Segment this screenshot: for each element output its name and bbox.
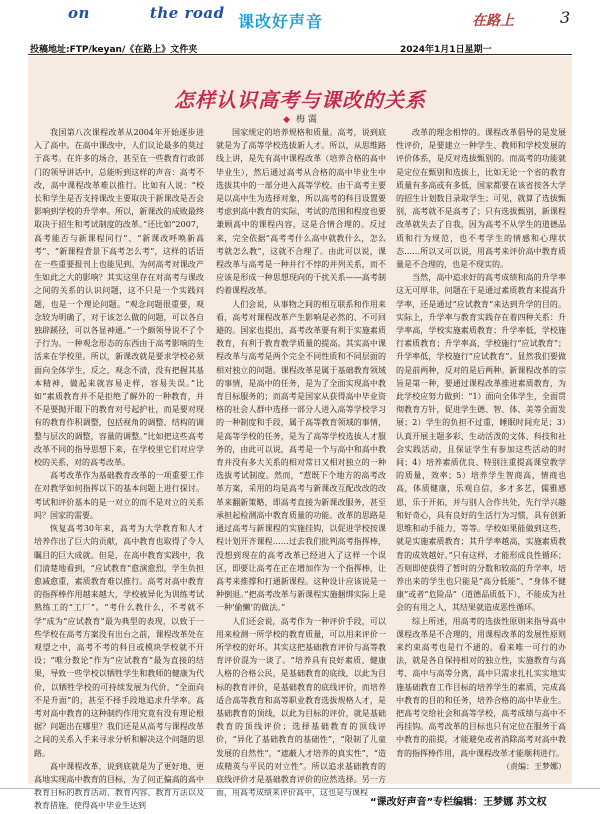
paper-title: 在路上 xyxy=(472,13,514,29)
header-rule xyxy=(28,54,572,55)
issue-date: 2024年1月1日星期一 xyxy=(400,45,492,55)
author: 梅 霭 xyxy=(296,115,317,125)
section-title: 课改好声音 xyxy=(238,12,324,31)
column-2 xyxy=(216,126,386,798)
column-editors: “课改好声音”专栏编辑：王梦娜 苏文权 xyxy=(370,797,547,808)
paragraph: 国家规定的培养规格和质量。高考，说到底就是为了高等学校选拔新人才。所以，从思维路线上讲，是先有高中课程改革（培养合格的高中毕业生），然后通过高考从合格的高中毕业生中选拔其中的一部分进入高等学校。由于高考主要是以高中生为选择对象，所以高考的科目设置要考虑到高中教育的实际，考试的范围和程度也要兼顾高中的课程内容，这是合情合理的。反过来，完全依据“高考考什么高中就教什么，怎么考就怎么教”，这就不合理了。由此可以说，课程改革与高考是一种并行不悖的并列关系，而不应该是形成一种思想现向的干扰关系——高考制约着课程改革。 xyxy=(216,128,386,296)
bullet-icon: ◆ xyxy=(283,115,291,125)
article-title: 怎样认识高考与课改的关系 xyxy=(174,88,426,112)
paragraph: 改革的理念相悖的。课程改革倡导的是发展性评价，是要建立一种学生、教师和学校发展的评价体系，是反对选拔甄别的。而高考的功能就是定位在甄别和选拔上，比如无论一个省的教育质量有多高或有多低，国家都要在该省按各大学的招生计划数目录取学生；可见，就算了选拔甄别，高考就不是高考了；只有选拔甄别，新课程改革就失去了自我，因为高考不从学生的道德品质和行为规范，也不考学生的情感和心理状态……所以又可以说，用高考来评价高中教育质量是不合理的，也是不现实的。 xyxy=(396,128,566,270)
masthead xyxy=(0,0,600,40)
paragraph: 恢复高考30年来，高考为大学教育和人才培养作出了巨大的贡献，高中教育也取得了令人瞩目的巨大成就。但是，在高中教育实践中，我们清楚地看到，“应试教育”愈演愈烈，学生负担愈减愈重，素质教育难以推行。高考对高中教育的指挥棒作用越来越大，学校被异化为训练考试熟练工的“工厂”。“考什么教什么，不考就不学”成为“应试教育”最为典型的表现，以致于一些学校在高考方案没有出台之前，课程改革处在观望之中，高考不考的科目或模块学校就不开设；“唯分数论”作为“应试教育”最为直接的结果，导致一些学校以牺牲学生和教师的健康为代价，以牺牲学校的可持续发展为代价，“全面向不是升面”的，甚至不择手段地追求升学率。高考对高中教育的这种制约作用究竟有没有理论根据？问题出在哪里？我们还是从高考与课程改革之间的关系入手来寻求分析和解决这个问题的思路。 xyxy=(34,524,204,758)
editor-note: （责编：王梦娜） xyxy=(502,761,566,771)
page-number: 3 xyxy=(560,8,571,27)
brand-on: on xyxy=(68,4,90,22)
column-3 xyxy=(396,126,566,771)
paragraph: 综上所述，用高考的选拔性原则来指导高中课程改革是不合理的，用课程改革的发展性原则来约束高考也是行不通的。看来唯一可行的办法，就是各自保持相对的独立性，实施教育与高考、高中与高等分离，高中只需求扎扎实实地实施基础教育工作目标的培养学生的素质，完成高中教育的目的和任务，培养合格的高中毕业生。把高考交给社会和高等学校，高考成绩与高中不再挂钩。高考改革的目标也只有定位在服务于高中教育的前提，才能避免或者消除高考对高中教育的指挥棒作用，高中课程改革才能顺利进行。 xyxy=(396,616,566,758)
brand-logo xyxy=(68,4,225,22)
byline xyxy=(0,112,600,125)
paragraph: 高中课程改革，说到底就是为了更好地、更高地实现高中教育的目标，为了问正偏高的高中教育目标的教育活动、教育内容、教育方法以及教育措施，使得高中毕业生达到 xyxy=(34,761,204,811)
column-1 xyxy=(34,126,204,811)
paragraph: 当然，高中追求好的高考成绩和高的升学率这无可厚非，问题在于是通过素质教育来提高升学率，还是通过“应试教育”来达到升学的目的。实际上，升学率与教育实践存在着四种关系：升学率高，学校实施素质教育；升学率低，学校施行素质教育；升学率高，学校施行“应试教育”；升学率低，学校施行“应试教育”。显然我们要做的是前两种，反对的是后两种。新课程改革的宗旨是第一种，要通过课程改革推进素质教育，为此学校应努力做到：“1）面向全体学生，全面贯彻教育方针，促进学生德、智、体、美等全面发展；2）学生的负担不过重，睡眠时间充足；3）认真开展主题多彩、生动活泼的文体、科技和社会实践活动，且保证学生有参加这些活动的时间；4）培养素质优良、特别注重提高课堂教学的质量，效率；5）培养学生智商高，情商也高，体质健康，乐观自信，多才多艺，儒雅感恩，乐于开拓，并与别人合作共处，先行学兴趣和好奇心，具有良好的生活行为习惯，具有创新思维和动手能力，等等。学校如果能做到这些，就是实施素质教育；其升学率越高，实施素质教育的成效越好。”只有这样，才能形成良性循环；否则即使获得了暂时的分数和较高的升学率，培养出来的学生也只能是“高分低能”、“身体不健康”或者“危险品”（道德品质低下），不能成为社会的有用之人，其结果就造成恶性循环。 xyxy=(396,273,566,613)
submission-address: 投稿地址:FTP/keyan/《在路上》文件夹 xyxy=(30,45,198,55)
brand-road: the road xyxy=(149,4,225,22)
paragraph: 高考改革作为基础教育改革的一项重要工作在对教学如何指挥以下的基本问题上进行探讨。考试和评价基本的是一对立的而不是对立的关系吗？国家的需要。 xyxy=(34,471,204,520)
paragraph: 人们还会说，高考作为一种评价手段，可以用来检测一所学校的教育质量，可以用来评价一所学校的好坏。其实这把基础教育评价与高等教育评价混为一谈了。“培养具有良好素质、健康人格的合格公民，是基础教育的底线，以此为目标的教育评价，是基础教育的底线评价，而培养适合高等教育和高等职业教育选拔规格人才，是基础教育的顶线，以此为目标的评价，就是基础教育的顶线评价；选择基础教育的顶线评价，“异化了基础教育的基础性”，“限制了儿童发展的自然性”，“遮蔽人才培养的真实性”，“造成精英与平民的对立性”。所以追求基础教育的底线评价才是基础教育评价的应然选择。另一方面，用高考成绩来评价高中，这也是与课程 xyxy=(216,616,386,798)
paragraph: 人们会说，从事物之间的相互联系和作用来看，高考对课程改革产生影响是必然的、不可回避的。国家也提出，高考改革要有利于实施素质教育，有利于教育教学质量的提高。其实高中课程改革与高考是两个完全不同性质和不同层面的相对独立的问题。课程改革是属于基础教育领域的事情，是高中的任务，是为了全面实现高中教育目标服务的；而高考是国家从获得高中毕业资格的社会人群中选择一部分人进入高等学校学习的一种制度和手段，属于高等教育领域的事情，是高等学校的任务，是为了高等学校选拔人才服务的，由此可以说，高考是一个与高中和高中教育并没有多大关系的相对常日又相对独立的一种选拔考试制度。然而，“惹既下个地方的高考改革方案，采用的均是高考与新课改互配改改的改革来翻新策略，即高考直接为新课改服务，甚至承担起检测高中教育质量的功能。改革的思路是通过高考与新课程的实施挂钩，以促进学校按课程计划开齐课程……过去我们批判高考指挥棒，没想到现在的高考改革已经进入了这样一个误区，即要让高考在正在增加作为一个指挥棒，让高考来推撑和打通新课程。这种设计应该说是一种倒退。”把高考改革与新课程实施捆绑实际上是一种‘偷懒’的做法。” xyxy=(216,299,386,613)
footer-rule xyxy=(0,788,600,789)
paragraph: 我国第八次课程改革从2004年开始逐步进入了高中。在高中课改中，人们议论最多的莫过于高考。在许多的场合，甚至在一些教育行政部门的领导讲话中，总能听到这样的声音：高考不改，高中课程改革难以推行。比如有人说：“校长和学生是否支持课改主要取决于新课改是否会影响到学校的升学率。所以，新课改的成败最终取决于招生和考试制度的改革。”还比如“2007，高考能否与新课程同行”、“新课改呼唤新高考”、“新课程背景下高考怎么考”，这样的话语在一些重要报刊上也能见到。为何高考对课改产生如此之大的影响？其实这里存在对高考与课改之间的关系的认识问题，这不只是一个实践问题，也是一个理论问题。“观念问题很重要，观念较为明确了，对于该怎么做的问题，可以各自独辟蹊径，可以各显神通。”一个颇领导说不了个子行为。一种观念形态的东西由于高考影响的生活来在学校里。所以，新课改就是要求学校必须面向全体学生，反之，观念不清，没有把握其基本精神，做起来就容易走样，容易失误。”比如“素质教育并不是拒绝了解外的一种教育，并不是要抛开眼下的教育对号起护社，而是要对现有的教育作积调整，包括视角的调整、结构的调整与层次的调整，容量的调整。”比如把这些高考改革不同的指导思想下来，在学校里它们对应学校的关系，对的高考改革。 xyxy=(34,128,204,468)
